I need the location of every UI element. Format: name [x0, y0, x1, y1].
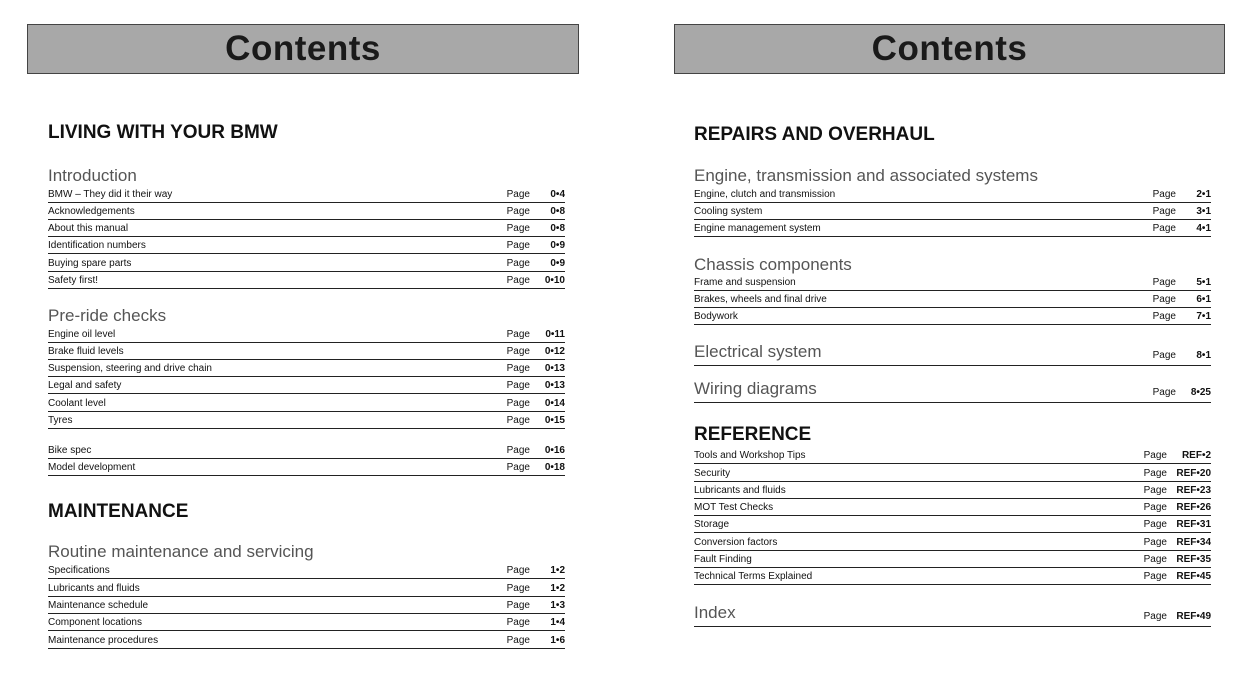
- page-number: REF•26: [1176, 502, 1211, 513]
- page-number: REF•2: [1181, 450, 1211, 461]
- page-number: 0•9: [550, 240, 565, 251]
- entry-title: Brakes, wheels and final drive: [694, 294, 827, 305]
- entry-title: Maintenance procedures: [48, 635, 159, 646]
- toc-entry[interactable]: [694, 274, 1211, 291]
- page-number: 1•6: [550, 635, 565, 646]
- page-number: 0•14: [544, 398, 565, 409]
- page-label: Page: [506, 445, 530, 456]
- toc-entry[interactable]: [48, 186, 565, 203]
- entry-title: Tools and Workshop Tips: [694, 450, 806, 461]
- page-number: 0•13: [544, 380, 565, 391]
- toc-entry[interactable]: [48, 272, 565, 289]
- toc-entry[interactable]: [48, 597, 565, 614]
- entry-title: Suspension, steering and drive chain: [48, 363, 212, 374]
- subsection-heading-chassis: Chassis components: [694, 255, 852, 274]
- entry-title: Identification numbers: [48, 240, 146, 251]
- toc-entry-electrical[interactable]: [694, 342, 1211, 366]
- page-number: REF•23: [1176, 485, 1211, 496]
- page-number: 0•12: [544, 346, 565, 357]
- page-label: Page: [506, 189, 530, 200]
- page-label: Page: [1152, 189, 1176, 200]
- page-number: 5•1: [1196, 277, 1211, 288]
- banner-title: Contents: [225, 29, 381, 68]
- page-label: Page: [506, 223, 530, 234]
- toc-entry[interactable]: [48, 442, 565, 459]
- page-label: Page: [1152, 206, 1176, 217]
- page-number: REF•35: [1176, 554, 1211, 565]
- toc-entry[interactable]: [48, 220, 565, 237]
- entry-title: Coolant level: [48, 398, 106, 409]
- entry-title: Wiring diagrams: [694, 379, 817, 398]
- page-number: 1•2: [550, 565, 565, 576]
- page-label: Page: [1152, 311, 1176, 322]
- page-number: 0•11: [545, 329, 565, 340]
- toc-entry-index[interactable]: [694, 603, 1211, 627]
- toc-entry[interactable]: [48, 255, 565, 272]
- page-label: Page: [506, 380, 530, 391]
- page-label: Page: [1143, 485, 1167, 496]
- section-heading-living: LIVING WITH YOUR BMW: [48, 122, 278, 143]
- toc-entry[interactable]: [694, 499, 1211, 516]
- entry-title: Technical Terms Explained: [694, 571, 813, 582]
- entry-title: Engine oil level: [48, 329, 116, 340]
- page-number: 0•18: [544, 462, 565, 473]
- page-number: REF•34: [1176, 537, 1211, 548]
- page-number: 0•15: [544, 415, 565, 426]
- toc-entry[interactable]: [694, 482, 1211, 499]
- page-number: 2•1: [1196, 189, 1211, 200]
- page-label: Page: [506, 329, 530, 340]
- page-label: Page: [1143, 468, 1167, 479]
- entry-title: Component locations: [48, 617, 142, 628]
- section-heading-reference: REFERENCE: [694, 424, 812, 445]
- entry-title: Maintenance schedule: [48, 600, 149, 611]
- page-label: Page: [506, 258, 530, 269]
- contents-banner: [27, 24, 579, 74]
- entry-title: Safety first!: [48, 275, 99, 286]
- entry-title: Lubricants and fluids: [48, 583, 140, 594]
- toc-entry[interactable]: [48, 360, 565, 377]
- entry-title: Frame and suspension: [694, 277, 796, 288]
- page-number: 0•4: [550, 189, 565, 200]
- page-label: Page: [506, 275, 530, 286]
- page-label: Page: [506, 206, 530, 217]
- entry-title: Model development: [48, 462, 136, 473]
- toc-entry[interactable]: [48, 614, 565, 631]
- page-label: Page: [1152, 387, 1176, 398]
- toc-entry[interactable]: [48, 459, 565, 476]
- page-label: Page: [506, 363, 530, 374]
- page-number: 0•16: [544, 445, 565, 456]
- page-label: Page: [506, 565, 530, 576]
- toc-entry[interactable]: [48, 377, 565, 394]
- toc-entry[interactable]: [48, 580, 565, 597]
- entry-title: Conversion factors: [694, 537, 778, 548]
- toc-entry-wiring[interactable]: [694, 379, 1211, 403]
- entry-title: Index: [694, 603, 736, 622]
- page-number: 0•10: [544, 275, 565, 286]
- toc-entry[interactable]: [48, 562, 565, 579]
- entry-title: Bodywork: [694, 311, 738, 322]
- page-label: Page: [1152, 294, 1176, 305]
- page-number: 1•3: [550, 600, 565, 611]
- section-heading-repairs: REPAIRS AND OVERHAUL: [694, 124, 935, 145]
- page-number: REF•31: [1176, 519, 1211, 530]
- page-label: Page: [506, 635, 530, 646]
- subsection-heading-introduction: Introduction: [48, 166, 137, 185]
- page-label: Page: [506, 617, 530, 628]
- page-label: Page: [1143, 611, 1167, 622]
- page-number: 3•1: [1196, 206, 1211, 217]
- toc-entry[interactable]: [694, 534, 1211, 551]
- page-number: 0•8: [550, 206, 565, 217]
- toc-entry[interactable]: [694, 186, 1211, 203]
- page-number: 8•25: [1190, 387, 1211, 398]
- toc-entry[interactable]: [694, 551, 1211, 568]
- toc-entry[interactable]: [694, 308, 1211, 325]
- subsection-heading-engine: Engine, transmission and associated systems: [694, 166, 1038, 185]
- entry-title: Bike spec: [48, 445, 92, 456]
- page-label: Page: [506, 600, 530, 611]
- toc-entry[interactable]: [48, 632, 565, 649]
- page-number: REF•45: [1176, 571, 1211, 582]
- page-number: REF•49: [1176, 611, 1211, 622]
- entry-title: Security: [694, 468, 731, 479]
- page-label: Page: [1143, 450, 1167, 461]
- page-label: Page: [1152, 350, 1176, 361]
- page-number: 1•4: [550, 617, 565, 628]
- page-number: 0•8: [550, 223, 565, 234]
- page-label: Page: [506, 398, 530, 409]
- entry-title: Engine management system: [694, 223, 821, 234]
- section-heading-maintenance: MAINTENANCE: [48, 501, 189, 522]
- page-label: Page: [1143, 519, 1167, 530]
- page-label: Page: [506, 415, 530, 426]
- entry-title: BMW – They did it their way: [48, 189, 173, 200]
- page-label: Page: [1143, 537, 1167, 548]
- page-number: REF•20: [1176, 468, 1211, 479]
- page-number: 0•13: [544, 363, 565, 374]
- entry-title: Electrical system: [694, 342, 822, 361]
- page-number: 6•1: [1196, 294, 1211, 305]
- entry-title: Specifications: [48, 565, 110, 576]
- entry-title: Lubricants and fluids: [694, 485, 786, 496]
- page-label: Page: [1143, 554, 1167, 565]
- entry-title: Tyres: [48, 415, 73, 426]
- subsection-heading-preride: Pre-ride checks: [48, 306, 167, 325]
- page-label: Page: [506, 346, 530, 357]
- entry-title: About this manual: [48, 223, 129, 234]
- contents-banner: [674, 24, 1225, 74]
- banner-title: Contents: [871, 29, 1028, 68]
- toc-entry[interactable]: [694, 516, 1211, 533]
- page-label: Page: [506, 583, 530, 594]
- entry-title: MOT Test Checks: [694, 502, 774, 513]
- toc-entry[interactable]: [694, 568, 1211, 585]
- entry-title: Acknowledgements: [48, 206, 135, 217]
- entry-title: Cooling system: [694, 206, 763, 217]
- entry-title: Brake fluid levels: [48, 346, 124, 357]
- toc-entry[interactable]: [48, 395, 565, 412]
- toc-entry[interactable]: [694, 220, 1211, 237]
- page-label: Page: [506, 240, 530, 251]
- toc-entry[interactable]: [48, 237, 565, 254]
- subsection-heading-routine: Routine maintenance and servicing: [48, 542, 314, 561]
- page-label: Page: [1143, 571, 1167, 582]
- entry-title: Buying spare parts: [48, 258, 132, 269]
- toc-entry[interactable]: [48, 326, 565, 343]
- page-label: Page: [1152, 277, 1176, 288]
- page-number: 7•1: [1196, 311, 1211, 322]
- page-number: 1•2: [550, 583, 565, 594]
- page-label: Page: [1152, 223, 1176, 234]
- page-label: Page: [1143, 502, 1167, 513]
- toc-entry[interactable]: [48, 203, 565, 220]
- entry-title: Storage: [694, 519, 730, 530]
- toc-entry[interactable]: [694, 203, 1211, 220]
- page-label: Page: [506, 462, 530, 473]
- entry-title: Engine, clutch and transmission: [694, 189, 836, 200]
- entry-title: Legal and safety: [48, 380, 122, 391]
- page-number: 8•1: [1196, 350, 1211, 361]
- toc-entry[interactable]: [48, 412, 565, 429]
- page-number: 4•1: [1196, 223, 1211, 234]
- page-number: 0•9: [550, 258, 565, 269]
- toc-entry[interactable]: [48, 343, 565, 360]
- toc-entry[interactable]: [694, 465, 1211, 482]
- toc-entry[interactable]: [694, 291, 1211, 308]
- entry-title: Fault Finding: [694, 554, 752, 565]
- toc-entry[interactable]: [694, 447, 1211, 464]
